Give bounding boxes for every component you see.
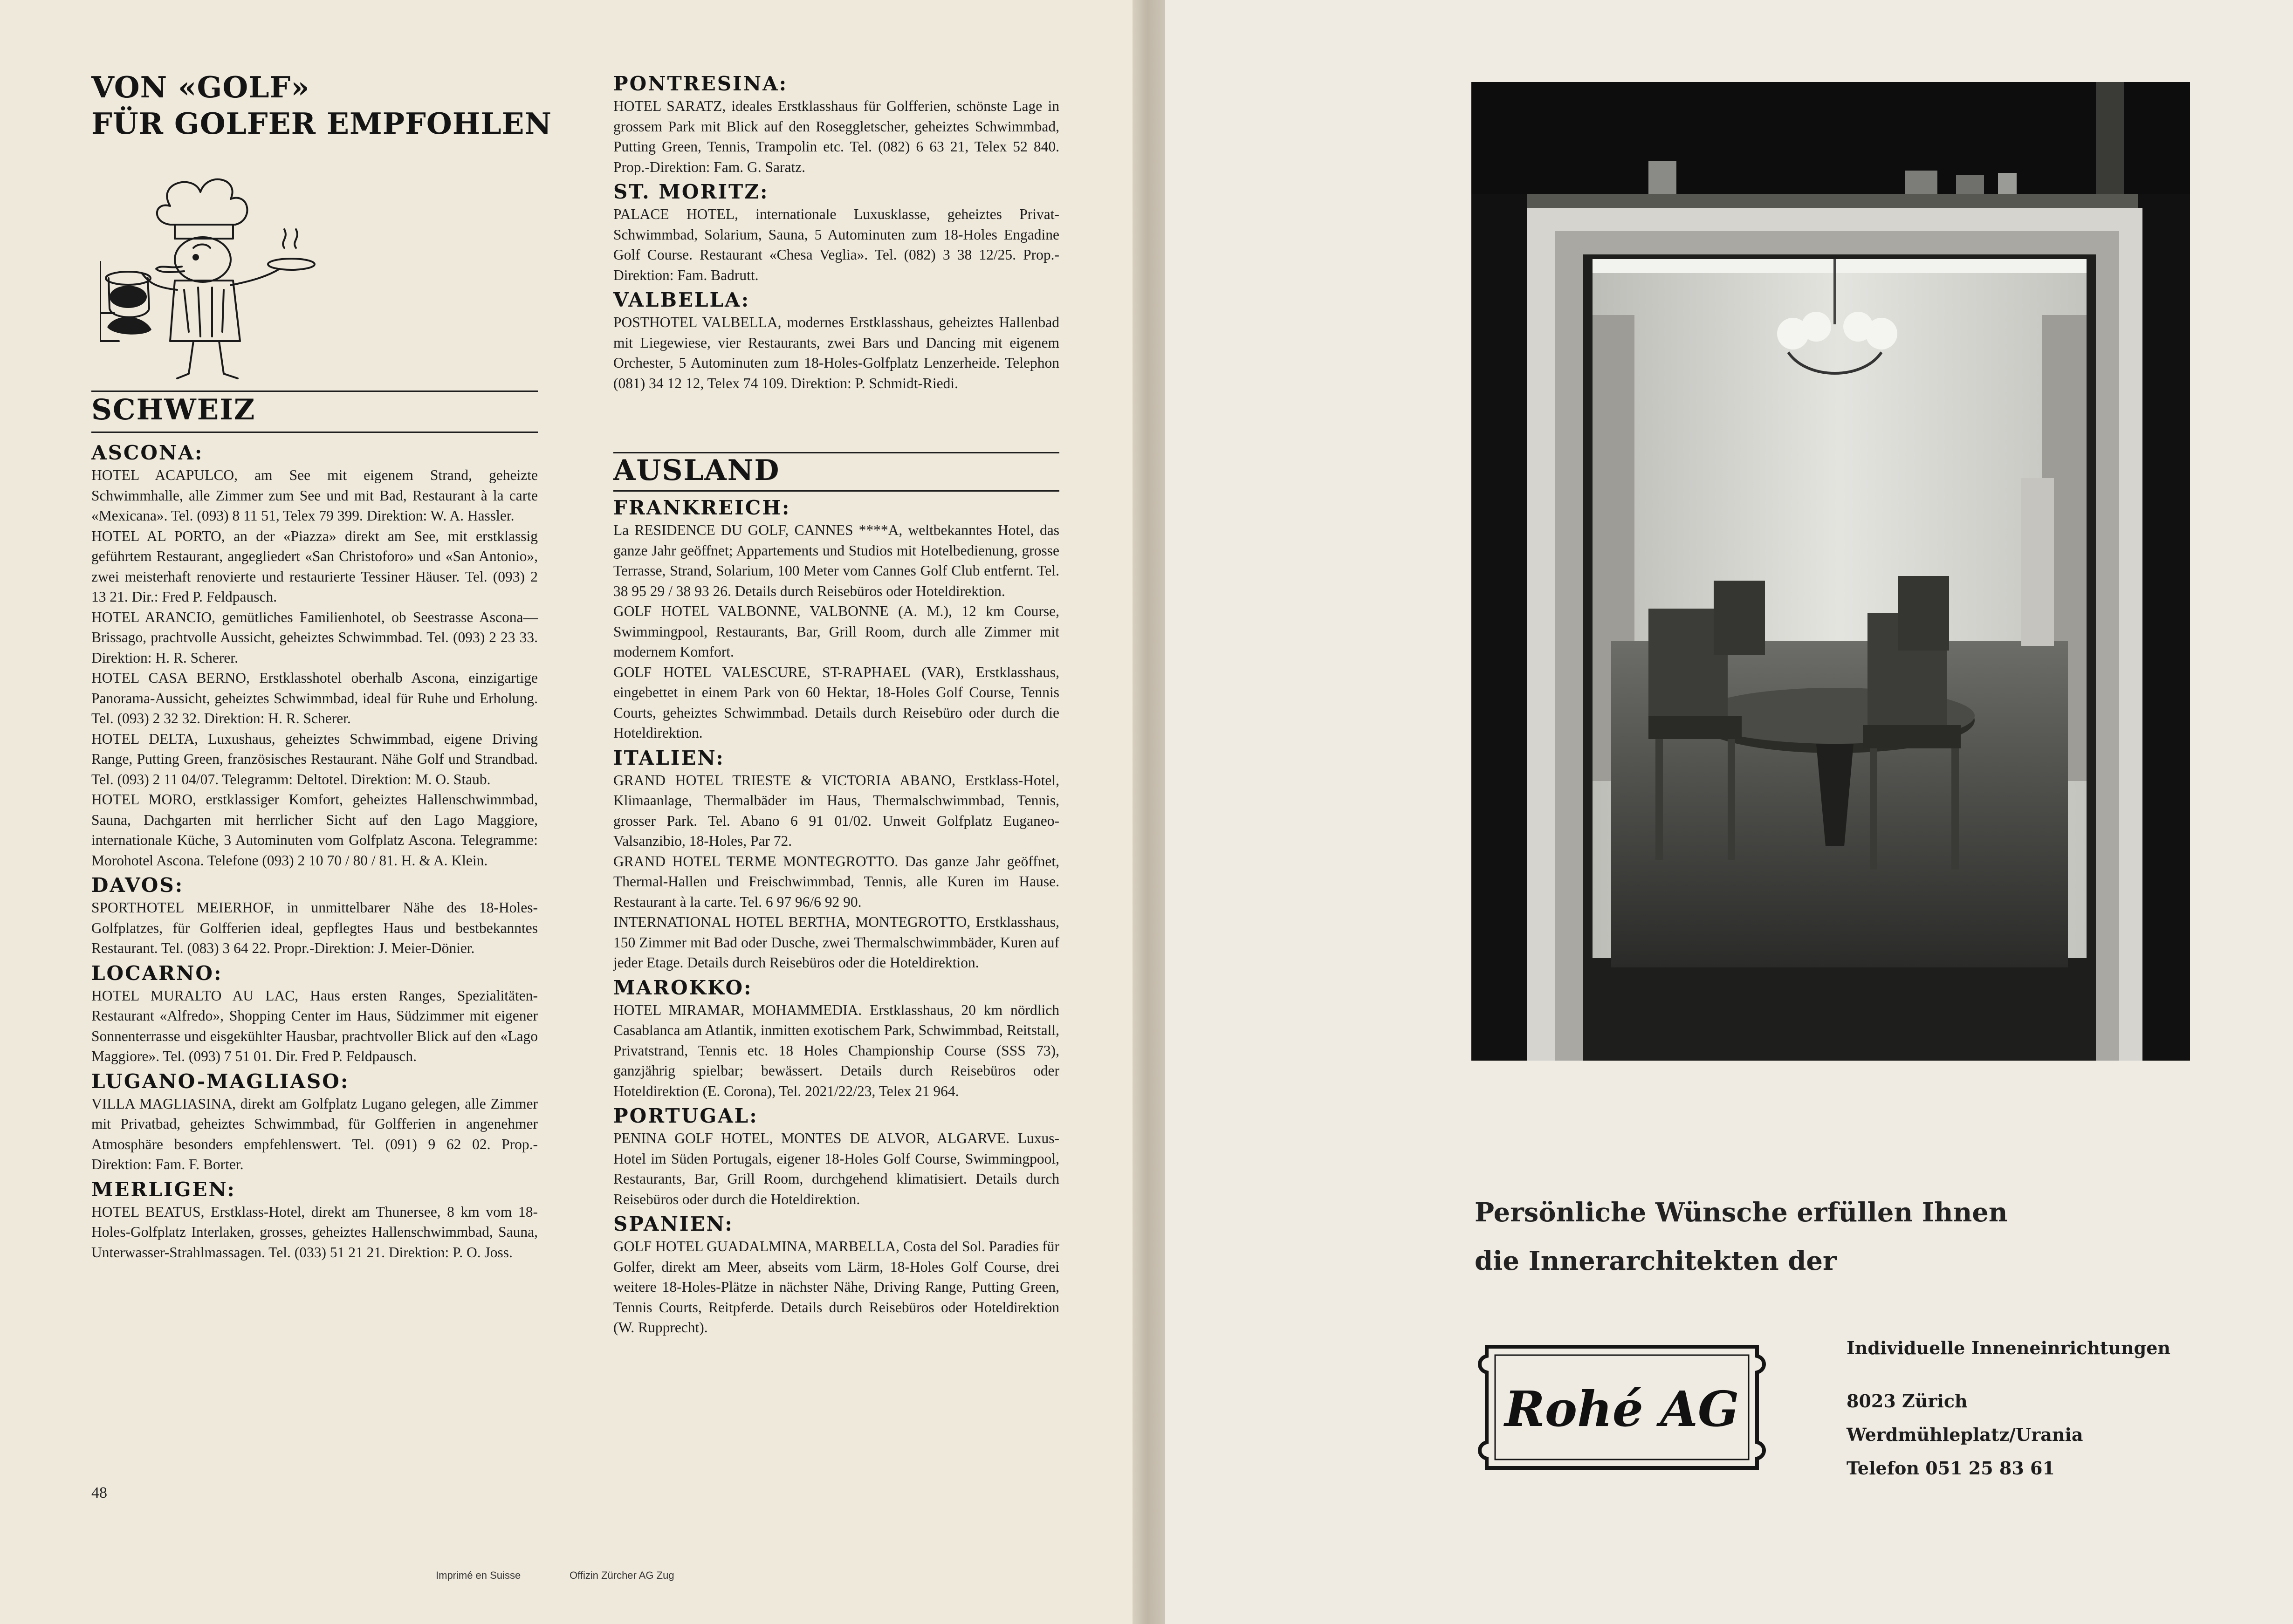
hotel-entry: HOTEL DELTA, Luxushaus, geheiztes Schwimmbad, eigene Driving Range, Putting Green, französisches Restaurant. Nähe Golf und Strandbad. Tel. (093) 2 11 04/07. Telegramm: Deltotel. Direktion: M. O. Staub. [91,730,538,788]
schweiz-heading: SCHWEIZ [91,393,256,426]
slogan-line-2: die Innerarchitekten der [1475,1246,1837,1276]
region-heading: MAROKKO: [613,976,753,999]
left-page [0,0,1133,1624]
region-heading: DAVOS: [91,874,184,897]
hotel-entry: HOTEL MIRAMAR, MOHAMMEDIA. Erstklasshaus, 20 km nördlich Casablanca am Atlantik, inmitten exotischem Park, Schwimmbad, Reitstall, Privatstrand, Tennis etc. 18 Holes Championship Course (SSS 73), ganzjährig spielbar; bewässert. Details durch Reisebüros oder Hoteldirektion (E. Corona), Tel. 2021/22/23, Telex 21 964. [613,1001,1059,1099]
hotel-entry: PALACE HOTEL, internationale Luxusklasse, geheiztes Privat-Schwimmbad, Solarium, Sauna, 5 Autominuten zum 18-Holes Engadine Golf Course. Restaurant «Chesa Veglia». Tel. (082) 3 38 12/25. Prop.-Direktion: Fam. Badrutt. [613,206,1059,283]
hotel-entry: HOTEL BEATUS, Erstklass-Hotel, direkt am Thunersee, 8 km vom 18-Holes-Golfplatz Interlaken, grosses, geheiztes Hallenschwimmbad, Sauna, Unterwasser-Strahlmassagen. Tel. (033) 51 21 21. Direktion: P. O. Joss. [91,1203,538,1261]
page-title [91,69,557,142]
region-heading: LOCARNO: [91,961,223,985]
address-city: 8023 Zürich [1847,1391,1968,1412]
region-heading: ITALIEN: [613,746,725,769]
advert-address [1847,1331,2170,1485]
rohe-ag-logo [1473,1337,1771,1477]
hotel-entry: INTERNATIONAL HOTEL BERTHA, MONTEGROTTO, Erstklasshaus, 150 Zimmer mit Bad oder Dusche, zwei Thermalschwimmbäder, Kuren auf jeder Etage. Details durch Reisebüros oder die Hoteldirektion. [613,914,1059,971]
address-street: Werdmühleplatz/Urania [1847,1424,2083,1445]
region-heading: ST. MORITZ: [613,180,769,203]
hotel-entry: GRAND HOTEL TRIESTE & VICTORIA ABANO, Erstklass-Hotel, Klimaanlage, Thermalbäder im Haus, Thermalschwimmbad, Tennis, grosser Park. Tel. Abano 6 91 01/02. Unweit Golfplatz Euganeo-Valsanzibio, 18-Holes, Par 72. [613,772,1059,849]
hotel-entry: POSTHOTEL VALBELLA, modernes Erstklasshaus, geheiztes Hallenbad mit Liegewiese, vier Restaurants, zwei Bars und Dancing mit eigenem Orchester, 5 Autominuten zum 18-Holes-Golfplatz Lenzerheide. Telephon (081) 34 12 12, Telex 74 109. Direktion: P. Schmidt-Riedi. [613,314,1059,391]
hotel-entry: HOTEL MURALTO AU LAC, Haus ersten Ranges, Spezialitäten-Restaurant «Alfredo», Shopping Center im Haus, Südzimmer mit eigener Sonnenterrasse und eisgekühlter Hausbar, prachtvoller Blick auf den «Lago Maggiore». Tel. (093) 7 51 01. Dir. Fred P. Feldpausch. [91,987,538,1064]
hotel-entry: HOTEL AL PORTO, an der «Piazza» direkt am See, mit erstklassig geführtem Restaurant, angegliedert «San Christoforo» und «San Antonio», zwei meisterhaft renovierte und restaurierte Tessiner Häuser. Tel. (093) 2 13 21. Dir.: Fred P. Feldpausch. [91,528,538,605]
hotel-entry: La RESIDENCE DU GOLF, CANNES ****A, weltbekanntes Hotel, das ganze Jahr geöffnet; Appartements und Studios mit Hotelbedienung, grosse Terrasse, Strand, Solarium, 100 Meter vom Cannes Golf Club entfernt. Tel. 38 95 29 / 38 93 26. Details durch Reisebüros oder Hoteldirektion. [613,522,1059,599]
region-heading: PONTRESINA: [613,72,788,95]
region-heading: MERLIGEN: [91,1178,236,1201]
region-heading: LUGANO-MAGLIASO: [91,1069,350,1093]
hotel-entry: HOTEL ARANCIO, gemütliches Familienhotel, ob Seestrasse Ascona—Brissago, prachtvolle Aussicht, geheiztes Schwimmbad. Tel. (093) 2 23 33. Direktion: H. R. Scherer. [91,609,538,666]
hotel-entry: HOTEL SARATZ, ideales Erstklasshaus für Golfferien, schönste Lage in grossem Park mit Blick auf den Roseggletscher, geheiztes Schwimmbad, Putting Green, Tennis, Trampolin etc. Tel. (082) 6 63 21, Telex 52 840. Prop.-Direktion: Fam. G. Saratz. [613,98,1059,175]
imprint-country: Imprimé en Suisse [436,1569,521,1581]
column-schweiz [91,438,538,1262]
region-heading: PORTUGAL: [613,1104,758,1127]
ausland-heading: AUSLAND [613,454,780,487]
region-heading: VALBELLA: [613,288,750,311]
hotel-entry: GOLF HOTEL VALBONNE, VALBONNE (A. M.), 12 km Course, Swimmingpool, Restaurants, Bar, Grill Room, durch alle Zimmer mit modernem Komfort. [613,603,1059,660]
schweiz-bottom-rule [91,432,538,433]
ausland-bottom-rule [613,490,1059,492]
address-heading: Individuelle Inneneinrichtungen [1847,1337,2171,1358]
hotel-entry: VILLA MAGLIASINA, direkt am Golfplatz Lugano gelegen, alle Zimmer mit Privatbad, geheiztes Schwimmbad, für Golfferien in angenehmer Atmosphäre besonders empfehlenswert. Tel. (091) 9 62 02. Prop.-Direktion: Fam. F. Borter. [91,1095,538,1172]
dining-room-photo [1471,82,2190,1061]
chef-illustration [100,173,333,397]
advert-slogan [1475,1188,2127,1285]
hotel-entry: HOTEL ACAPULCO, am See mit eigenem Strand, geheizte Schwimmhalle, alle Zimmer zum See und mit Bad, Restaurant à la carte «Mexicana». Tel. (093) 8 11 51, Telex 79 399. Direktion: W. A. Hassler. [91,467,538,524]
ausland-top-rule [613,452,1059,453]
title-line-1: VON «GOLF» [91,70,310,104]
book-gutter [1133,0,1165,1624]
address-phone: Telefon 051 25 83 61 [1847,1458,2055,1479]
title-line-2: FÜR GOLFER EMPFOHLEN [91,106,552,141]
schweiz-top-rule [91,391,538,392]
imprint-printer: Offizin Zürcher AG Zug [570,1569,674,1581]
hotel-entry: PENINA GOLF HOTEL, MONTES DE ALVOR, ALGARVE. Luxus-Hotel im Süden Portugals, eigener 18-Holes Golf Course, Swimmingpool, Restaurants, Bar, Grill Room, durchgehend klimatisiert. Details durch Reisebüros oder durch die Hoteldirektion. [613,1130,1059,1207]
region-heading: ASCONA: [91,441,204,464]
hotel-entry: HOTEL CASA BERNO, Erstklasshotel oberhalb Ascona, einzigartige Panorama-Aussicht, geheiztes Schwimmbad, ideal für Ruhe und Erholung. Tel. (093) 2 32 32. Direktion: H. R. Scherer. [91,670,538,726]
hotel-entry: GOLF HOTEL GUADALMINA, MARBELLA, Costa del Sol. Paradies für Golfer, direkt am Meer, abseits vom Lärm, 18-Holes Golf Course, drei weitere 18-Holes-Plätze in nächster Nähe, Driving Range, Putting Green, Tennis Courts, Reitpferde. Details durch Reisebüros oder Hoteldirektion (W. Rupprecht). [613,1238,1059,1336]
slogan-line-1: Persönliche Wünsche erfüllen Ihnen [1475,1197,2008,1228]
region-heading: SPANIEN: [613,1213,734,1235]
hotel-entry: HOTEL MORO, erstklassiger Komfort, geheiztes Hallenschwimmbad, Sauna, Dachgarten mit herrlicher Sicht auf den Lago Maggiore, internationale Küche, 3 Autominuten vom Golfplatz Ascona. Telegramme: Morohotel Ascona. Telefone (093) 2 10 70 / 80 / 81. H. & A. Klein. [91,791,538,869]
column-ausland [613,493,1059,1338]
hotel-entry: GRAND HOTEL TERME MONTEGROTTO. Das ganze Jahr geöffnet, Thermal-Hallen und Freischwimmbad, Tennis, alle Kuren im Hause. Restaurant à la carte. Tel. 6 97 96/6 92 90. [613,853,1059,910]
hotel-entry: SPORTHOTEL MEIERHOF, in unmittelbarer Nähe des 18-Holes-Golfplatzes, für Golfferien ideal, gepflegtes Haus und bestbekanntes Restaurant. Tel. (083) 3 64 22. Propr.-Direktion: J. Meier-Dönier. [91,899,538,956]
column-schweiz-continued [613,69,1059,393]
page-number: 48 [91,1484,107,1501]
dining-room-photo-drawing [1471,82,2190,1061]
logo-text: Rohé AG [1504,1380,1739,1438]
hotel-entry: GOLF HOTEL VALESCURE, ST-RAPHAEL (VAR), Erstklasshaus, eingebettet in einem Park von 60 Hektar, 18-Holes Golf Course, Tennis Courts, geheiztes Schwimmbad. Details durch Reisebüro oder durch die Hoteldirektion. [613,664,1059,741]
region-heading: FRANKREICH: [613,496,791,519]
